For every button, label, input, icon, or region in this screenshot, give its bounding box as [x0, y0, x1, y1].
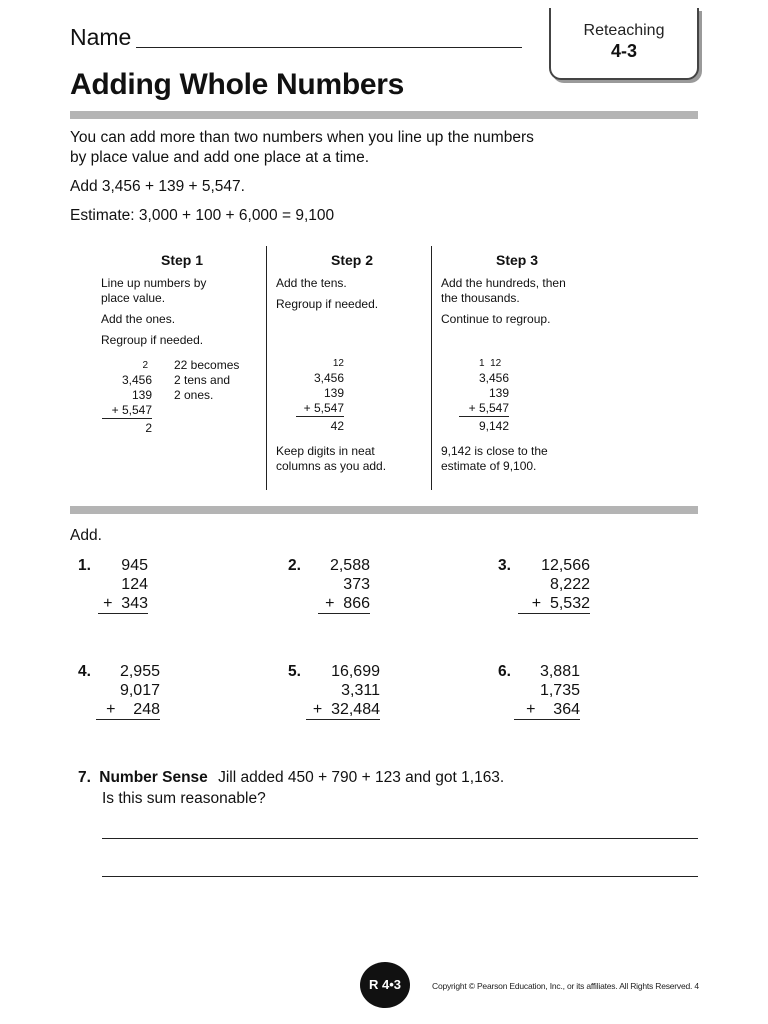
addend: + 343: [103, 595, 148, 612]
note-line: Keep digits in neat: [276, 444, 375, 458]
problem-number: 4.: [78, 663, 91, 680]
answer-line[interactable]: [102, 838, 698, 839]
question-text: Jill added 450 + 790 + 123 and got 1,163.: [218, 769, 505, 786]
problem-number: 1.: [78, 557, 91, 574]
sum-line: [296, 416, 344, 417]
addend: 2,955: [119, 663, 160, 680]
partial-result: 42: [330, 419, 344, 433]
addend: + 5,547: [468, 401, 509, 415]
addend: + 5,532: [531, 595, 590, 612]
step-note: [276, 444, 386, 474]
note-line: estimate of 9,100.: [441, 459, 537, 473]
addend: 12,566: [541, 557, 590, 574]
step-title: Step 1: [160, 252, 203, 268]
addend: 3,311: [341, 682, 380, 699]
page-badge: R 4•3: [360, 962, 410, 1008]
problem-number: 5.: [288, 663, 301, 680]
addend: 139: [131, 388, 152, 402]
carry-digits: 2: [142, 360, 148, 371]
addend: 139: [323, 386, 344, 400]
answer-line[interactable]: [518, 613, 590, 614]
addend: + 5,547: [303, 401, 344, 415]
question-7: [78, 769, 504, 787]
addend: 139: [488, 386, 509, 400]
name-field-line[interactable]: [136, 47, 522, 48]
step-3: [437, 246, 597, 490]
addend: + 866: [325, 595, 370, 612]
name-label: Name: [70, 24, 132, 50]
step-line: Continue to regroup.: [441, 312, 551, 326]
step-line: Add the ones.: [101, 312, 176, 326]
step-note: [174, 358, 239, 403]
carry-digits: 1 12: [479, 358, 502, 369]
addend: 9,017: [119, 682, 160, 699]
problem-5: [306, 662, 380, 719]
step-title: Step 3: [495, 252, 538, 268]
note-line: 2 ones.: [174, 388, 214, 402]
carry-digits: 12: [332, 358, 344, 369]
step-line: Add the hundreds, then: [441, 276, 566, 290]
addend: 373: [343, 576, 370, 593]
question-label: Number Sense: [99, 769, 208, 786]
problem-number: 3.: [498, 557, 511, 574]
answer-line[interactable]: [306, 719, 380, 720]
addend: 8,222: [549, 576, 590, 593]
step-line: Add the tens.: [276, 276, 347, 290]
step-line: the thousands.: [441, 291, 520, 305]
worked-sum: [102, 358, 152, 418]
note-line: 22 becomes: [174, 358, 240, 372]
tab-number: 4-3: [610, 41, 637, 61]
step-line: Line up numbers by: [101, 276, 207, 290]
addend: 3,456: [478, 371, 509, 385]
step-1: [98, 246, 266, 490]
intro-text: You can add more than two numbers when you line up the numbers by place value and add one place at a time.: [70, 129, 534, 166]
addend: + 364: [526, 701, 580, 718]
reteaching-tab: [549, 8, 699, 80]
addend: 1,735: [539, 682, 580, 699]
problem-number: 2.: [288, 557, 301, 574]
note-line: columns as you add.: [276, 459, 387, 473]
answer-line[interactable]: [98, 613, 148, 614]
addend: 3,881: [539, 663, 580, 680]
answer-line[interactable]: [318, 613, 370, 614]
worked-sum: [296, 356, 344, 416]
addend: 945: [121, 557, 148, 574]
step-line: place value.: [101, 291, 166, 305]
addend: + 5,547: [111, 403, 152, 417]
page-title: Adding Whole Numbers: [70, 68, 404, 101]
answer-line[interactable]: [96, 719, 160, 720]
sum-line: [102, 418, 152, 419]
tab-type: Reteaching: [583, 22, 665, 39]
note-line: 2 tens and: [174, 373, 231, 387]
step-divider: [431, 246, 432, 490]
partial-result: 2: [145, 421, 152, 435]
step-note: [441, 444, 548, 474]
addend: 124: [121, 576, 148, 593]
problem-1: [98, 556, 148, 613]
final-result: 9,142: [478, 419, 509, 433]
section-divider-bar: [70, 506, 698, 514]
worked-sum: [459, 356, 509, 416]
step-title: Step 2: [330, 252, 373, 268]
top-divider-bar: [70, 111, 698, 119]
addend: + 32,484: [312, 701, 380, 718]
step-line: Regroup if needed.: [101, 333, 204, 347]
addend: 2,588: [329, 557, 370, 574]
step-instructions: [101, 276, 206, 348]
step-instructions: [276, 276, 378, 312]
problem-6: [514, 662, 580, 719]
step-divider: [266, 246, 267, 490]
problem-2: [318, 556, 370, 613]
problem-4: [96, 662, 160, 719]
answer-line[interactable]: [514, 719, 580, 720]
step-instructions: [441, 276, 566, 327]
note-line: 9,142 is close to the: [441, 444, 548, 458]
problem-number: 6.: [498, 663, 511, 680]
step-line: Regroup if needed.: [276, 297, 379, 311]
question-number: 7.: [78, 769, 91, 786]
add-line: Add 3,456 + 139 + 5,547.: [70, 178, 245, 195]
addend: 3,456: [121, 373, 152, 387]
copyright-text: Copyright © Pearson Education, Inc., or its affiliates. All Rights Reserved. 4: [432, 981, 699, 991]
question-text-2: Is this sum reasonable?: [102, 790, 266, 807]
addend: 3,456: [313, 371, 344, 385]
answer-line[interactable]: [102, 876, 698, 877]
problem-3: [518, 556, 590, 613]
estimate-line: Estimate: 3,000 + 100 + 6,000 = 9,100: [70, 207, 335, 224]
addend: 16,699: [331, 663, 380, 680]
addend: + 248: [106, 701, 160, 718]
step-2: [272, 246, 432, 490]
sum-line: [459, 416, 509, 417]
practice-instruction: Add.: [70, 527, 102, 544]
